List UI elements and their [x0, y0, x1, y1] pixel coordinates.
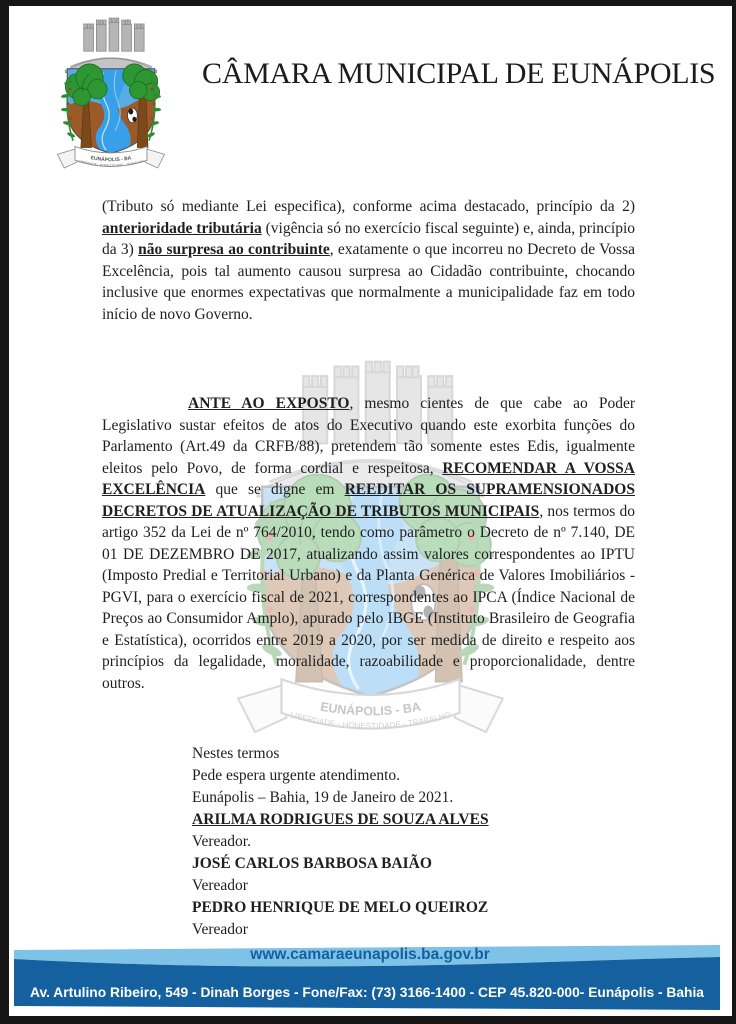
page-title: CÂMARA MUNICIPAL DE EUNÁPOLIS: [202, 57, 716, 90]
text-run: não surpresa ao contribuinte: [138, 241, 330, 258]
paragraph-1: [102, 196, 635, 325]
closing-line: [192, 765, 642, 787]
closing-line: [192, 897, 642, 919]
footer-banner: [14, 937, 720, 1011]
text-run: (Tributo só mediante Lei especifica), conforme acima destacado, princípio da 2): [102, 198, 635, 215]
closing-line: [192, 875, 642, 897]
text-run: PEDRO HENRIQUE DE MELO QUEIROZ: [192, 899, 489, 916]
closing-line: [192, 743, 642, 765]
closing-line: [192, 787, 642, 809]
closing-block: [192, 743, 642, 941]
text-run: RECOMENDAR A VOSSA EXCELÊNCIA: [102, 459, 635, 498]
closing-line: [192, 831, 642, 853]
text-run: , nos termos do artigo 352 da Lei de nº 764/2010, tendo como parâmetro o Decreto de nº 7.140, DE 01 DE DEZEMBRO DE 2017, atualizando assim valores correspondentes ao IPTU (Imposto Predial e Territorial Urbano) e da Planta Genérica de Valores Imobiliários - PGVI, para o exercício fiscal de 2021, correspondentes ao IPCA (Índice Nacional de Preços ao Consumidor Amplo), apurado pelo IBGE (Instituto Brasileiro de Geografia e Estatística), ocorridos entre 2019 a 2020, por ser medida de direito e respeito aos princípios da legalidade, moralidade, razoabilidade e proporcionalidade, dentre outros.: [102, 502, 636, 692]
text-run: (vigência só no exercício fiscal seguinte) e, ainda, princípio da 3): [102, 219, 635, 258]
paragraph-2: [102, 393, 635, 694]
text-run: anterioridade tributária: [102, 219, 262, 237]
footer-address: Av. Artulino Ribeiro, 549 - Dinah Borges - Fone/Fax: (73) 3166-1400 - CEP 45.820-000- Eunápolis - Bahia: [30, 985, 704, 1000]
text-run: , mesmo cientes de que cabe ao Poder Legislativo sustar efeitos de atos do Executivo quando este exorbita funções do Parlamento (Art.49 da CRFB/88), pretendem tão somente estes Edis, igualmente eleitos pelo Povo, de forma cordial e respeitosa,: [102, 395, 635, 477]
text-run: Vereador: [192, 877, 248, 894]
text-run: , exatamente o que incorreu no Decreto de Vossa Excelência, pois tal aumento causou surpresa ao Cidadão contribuinte, chocando inclusive que enormes expectativas que normalmente a municipalidade faz em todo início de novo Governo.: [102, 241, 635, 323]
text-run: que se digne em: [205, 481, 345, 498]
footer-website: www.camaraeunapolis.ba.gov.br: [250, 946, 490, 963]
text-run: JOSÉ CARLOS BARBOSA BAIÃO: [192, 855, 432, 872]
municipal-coat-of-arms-icon: [38, 14, 184, 175]
text-run: ARILMA RODRIGUES DE SOUZA ALVES: [192, 811, 489, 828]
text-run: Eunápolis – Bahia, 19 de Janeiro de 2021.: [192, 789, 454, 806]
text-run: Vereador.: [192, 833, 251, 850]
text-run: Pede espera urgente atendimento.: [192, 767, 401, 784]
text-run: Nestes termos: [192, 745, 280, 762]
text-run: ANTE AO EXPOSTO: [188, 395, 350, 412]
document-page: [9, 6, 732, 1016]
closing-line: [192, 853, 642, 875]
text-run: Vereador: [192, 921, 248, 938]
text-run: REEDITAR OS SUPRAMENSIONADOS DECRETOS DE ATUALIZAÇÃO DE TRIBUTOS MUNICIPAIS: [102, 481, 635, 520]
closing-line: [192, 809, 642, 831]
